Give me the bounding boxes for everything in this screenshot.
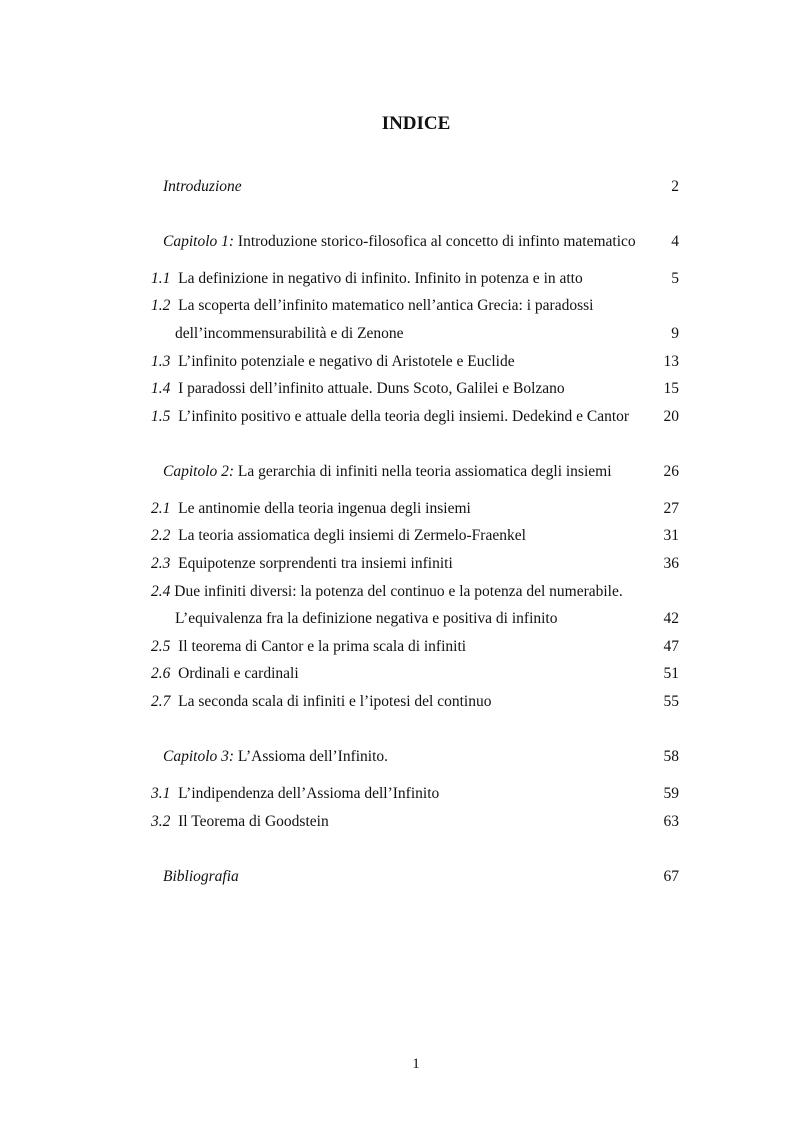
page-title: INDICE xyxy=(381,113,451,134)
entry-page: 27 xyxy=(663,500,679,517)
chapter-label: Capitolo 3: xyxy=(163,748,235,765)
toc-section-1-2[interactable] xyxy=(0,295,793,317)
chapter-label: Capitolo 2: xyxy=(163,463,235,480)
entry-page: 2 xyxy=(671,178,679,195)
entry-label: Bibliografia xyxy=(163,868,239,885)
toc-section-1-4[interactable] xyxy=(0,378,793,400)
entry-page: 31 xyxy=(663,527,679,544)
section-title: La teoria assiomatica degli insiemi di Zermelo-Fraenkel xyxy=(178,527,526,544)
section-title: L’indipendenza dell’Assioma dell’Infinito xyxy=(178,785,440,802)
entry-page: 5 xyxy=(671,270,679,287)
section-number: 2.6 xyxy=(151,665,171,682)
entry-page: 13 xyxy=(663,353,679,370)
section-number: 1.1 xyxy=(151,270,171,287)
toc-section-2-2[interactable] xyxy=(0,525,793,547)
entry-page: 26 xyxy=(663,463,679,480)
section-title: La seconda scala di infiniti e l’ipotesi del continuo xyxy=(178,693,492,710)
entry-page: 67 xyxy=(663,868,679,885)
toc-section-2-5[interactable] xyxy=(0,636,793,658)
page-number: 1 xyxy=(412,1056,420,1072)
chapter-label: Capitolo 1: xyxy=(163,233,235,250)
section-number: 1.2 xyxy=(151,297,171,314)
entry-page: 15 xyxy=(663,380,679,397)
section-title: Ordinali e cardinali xyxy=(178,665,299,682)
entry-page: 36 xyxy=(663,555,679,572)
toc-section-2-3[interactable] xyxy=(0,553,793,575)
toc-chapter-2[interactable] xyxy=(0,461,793,483)
section-number: 2.5 xyxy=(151,638,171,655)
chapter-title: L’Assioma dell’Infinito. xyxy=(234,748,389,765)
entry-page: 55 xyxy=(663,693,679,710)
section-title: L’infinito potenziale e negativo di Aristotele e Euclide xyxy=(178,353,515,370)
section-number: 1.4 xyxy=(151,380,171,397)
entry-page: 58 xyxy=(663,748,679,765)
section-number: 2.7 xyxy=(151,693,171,710)
section-title: Il Teorema di Goodstein xyxy=(178,813,329,830)
section-number: 1.5 xyxy=(151,408,171,425)
chapter-title: La gerarchia di infiniti nella teoria assiomatica degli insiemi xyxy=(234,463,612,480)
entry-page: 51 xyxy=(663,665,679,682)
toc-entry-bibliografia[interactable] xyxy=(0,866,793,888)
section-number: 2.4 xyxy=(151,583,171,600)
toc-entry-introduzione[interactable] xyxy=(0,176,793,198)
toc-section-1-3[interactable] xyxy=(0,351,793,373)
entry-label: Introduzione xyxy=(163,178,242,195)
entry-page: 42 xyxy=(663,610,679,627)
toc-section-2-1[interactable] xyxy=(0,498,793,520)
toc-section-1-1[interactable] xyxy=(0,268,793,290)
entry-page: 47 xyxy=(663,638,679,655)
section-title: I paradossi dell’infinito attuale. Duns Scoto, Galilei e Bolzano xyxy=(178,380,565,397)
entry-page: 9 xyxy=(671,325,679,342)
section-title: Il teorema di Cantor e la prima scala di infiniti xyxy=(178,638,467,655)
entry-page: 59 xyxy=(663,785,679,802)
section-number: 3.2 xyxy=(151,813,171,830)
section-number: 2.2 xyxy=(151,527,171,544)
entry-page: 20 xyxy=(663,408,679,425)
section-title: Le antinomie della teoria ingenua degli insiemi xyxy=(178,500,471,517)
section-number: 2.1 xyxy=(151,500,171,517)
section-title: La scoperta dell’infinito matematico nell’antica Grecia: i paradossi xyxy=(178,297,594,314)
entry-page: 4 xyxy=(671,233,679,250)
toc-chapter-3[interactable] xyxy=(0,746,793,768)
section-number: 1.3 xyxy=(151,353,171,370)
toc-section-3-1[interactable] xyxy=(0,783,793,805)
toc-section-2-4-cont[interactable] xyxy=(0,608,793,630)
chapter-title: Introduzione storico-filosofica al concetto di infinto matematico xyxy=(234,233,636,250)
section-title: La definizione in negativo di infinito. Infinito in potenza e in atto xyxy=(178,270,583,287)
toc-section-2-7[interactable] xyxy=(0,691,793,713)
section-title: Equipotenze sorprendenti tra insiemi infiniti xyxy=(178,555,453,572)
toc-section-1-2-cont[interactable] xyxy=(0,323,793,345)
toc-chapter-1[interactable] xyxy=(0,231,793,253)
toc-section-3-2[interactable] xyxy=(0,811,793,833)
section-number: 2.3 xyxy=(151,555,171,572)
section-number: 3.1 xyxy=(151,785,171,802)
section-title-continued: L’equivalenza fra la definizione negativa e positiva di infinito xyxy=(175,610,558,627)
section-title-continued: dell’incommensurabilità e di Zenone xyxy=(175,325,404,342)
entry-page: 63 xyxy=(663,813,679,830)
section-title: Due infiniti diversi: la potenza del continuo e la potenza del numerabile. xyxy=(174,583,623,600)
toc-section-2-4[interactable] xyxy=(0,581,793,603)
section-title: L’infinito positivo e attuale della teoria degli insiemi. Dedekind e Cantor xyxy=(178,408,630,425)
toc-section-1-5[interactable] xyxy=(0,406,793,428)
toc-section-2-6[interactable] xyxy=(0,663,793,685)
